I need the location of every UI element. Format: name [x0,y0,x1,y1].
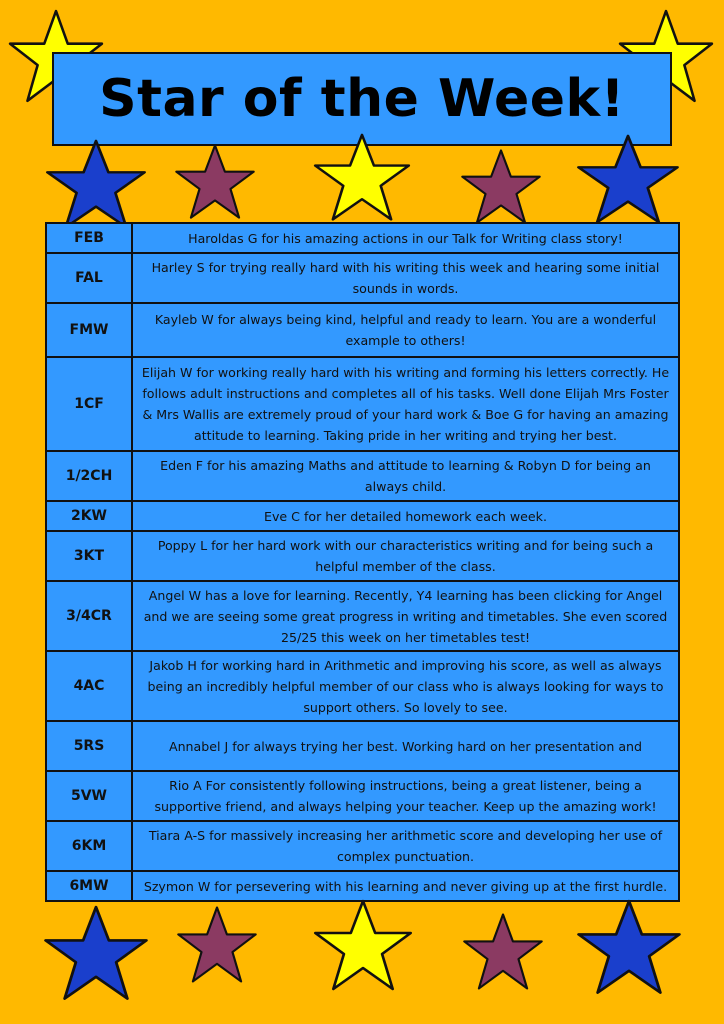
class-cell: 3/4CR [46,581,132,651]
message-cell: Annabel J for always trying her best. Working hard on her presentation and [132,721,679,771]
table-row [46,451,679,501]
table-row [46,821,679,871]
star-icon-bottom-maroon-left [174,905,260,989]
message-cell: Szymon W for persevering with his learning and never giving up at the first hurdle. [132,871,679,901]
table-row [46,771,679,821]
class-cell: FMW [46,303,132,357]
message-cell: Kayleb W for always being kind, helpful and ready to learn. You are a wonderful example to others! [132,303,679,357]
class-cell: 1/2CH [46,451,132,501]
star-icon [460,912,546,996]
star-icon-bottom-yellow-center [310,898,416,998]
table-row [46,303,679,357]
star-icon [174,905,260,989]
star-icon [310,132,414,228]
class-cell: FEB [46,223,132,253]
table-row [46,871,679,901]
message-cell: Harley S for trying really hard with his writing this week and hearing some initial sounds in words. [132,253,679,303]
star-icon-bottom-blue-left [40,904,152,1008]
table-row [46,253,679,303]
table-row [46,721,679,771]
table-row [46,501,679,531]
table-row [46,651,679,721]
table-row [46,531,679,581]
message-cell: Rio A For consistently following instructions, being a great listener, being a supportive friend, and always helping your teacher. Keep up the amazing work! [132,771,679,821]
table-row [46,357,679,451]
star-of-week-table [45,222,680,902]
star-icon-yellow-center [310,132,414,228]
message-cell: Haroldas G for his amazing actions in our Talk for Writing class story! [132,223,679,253]
message-cell: Angel W has a love for learning. Recently, Y4 learning has been clicking for Angel and we are seeing some great progress in writing and timetables. She even scored 25/25 this week on her timetables test! [132,581,679,651]
star-icon [458,148,544,230]
star-icon [310,898,416,998]
message-cell: Eden F for his amazing Maths and attitude to learning & Robyn D for being an always child. [132,451,679,501]
table-row [46,581,679,651]
page-title: Star of the Week! [99,69,625,129]
message-cell: Elijah W for working really hard with his writing and forming his letters correctly. He follows adult instructions and completes all of his tasks. Well done Elijah Mrs Foster & Mrs Wallis are extremely proud of your hard work & Boe G for having an amazing attitude to learning. Taking pride in her writing and trying her best. [132,357,679,451]
star-icon-blue-right [573,133,683,231]
star-icon-bottom-maroon-right [460,912,546,996]
class-cell: 4AC [46,651,132,721]
class-cell: FAL [46,253,132,303]
star-icon [573,898,685,1002]
message-cell: Poppy L for her hard work with our characteristics writing and for being such a helpful member of the class. [132,531,679,581]
star-icon-maroon-right [458,148,544,230]
class-cell: 2KW [46,501,132,531]
star-icon-bottom-blue-right [573,898,685,1002]
class-cell: 5RS [46,721,132,771]
star-icon-maroon-left [172,143,258,225]
table-row [46,223,679,253]
message-cell: Tiara A-S for massively increasing her arithmetic score and developing her use of complex punctuation. [132,821,679,871]
class-cell: 6MW [46,871,132,901]
class-cell: 3KT [46,531,132,581]
class-cell: 1CF [46,357,132,451]
class-cell: 6KM [46,821,132,871]
star-icon [172,143,258,225]
star-icon [40,904,152,1008]
class-cell: 5VW [46,771,132,821]
star-icon [573,133,683,231]
message-cell: Eve C for her detailed homework each week. [132,501,679,531]
message-cell: Jakob H for working hard in Arithmetic and improving his score, as well as always being an incredibly helpful member of our class who is always looking for ways to support others. So lovely to see. [132,651,679,721]
